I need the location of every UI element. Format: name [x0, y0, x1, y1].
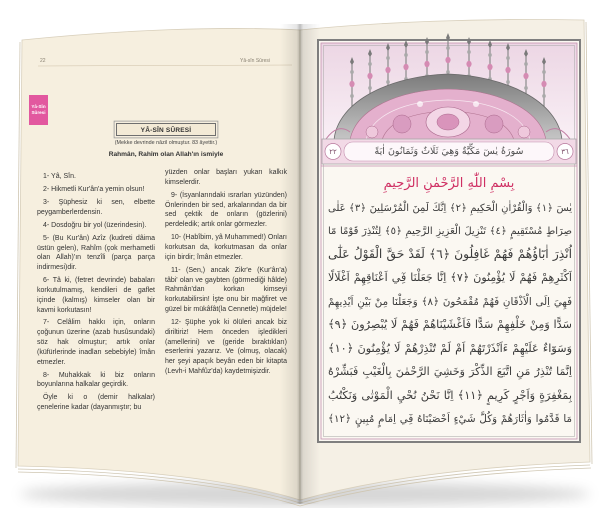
arabic-line-text: سَدًّا وَمِنْ خَلْفِهِمْ سَدًّا فَاَغْشَيْنَاهُمْ فَهُمْ لَا يُبْصِرُونَ ﴿٩﴾	[328, 318, 572, 331]
verse-paragraph: 3- Şüphesiz ki sen, elbette peygamberlerdensin.	[37, 198, 155, 216]
verse-paragraph: 7- Celâlim hakkı için, onların çoğunun üzerine (azab husûsundaki) söz hak olmuştur; artık onlar (küfürlerinde inadları sebebiyle) îmân etmezler.	[37, 319, 155, 366]
running-head-title: Yâ-sîn Sûresi	[240, 58, 271, 64]
verse-paragraph: 10- (Habîbim, yâ Muhammed!) Onları korkutsan da, korkutmasan da onlar için birdir; îmân etmezler.	[165, 234, 287, 261]
verse-paragraph: yüzden onlar başları yukarı kalkık kimselerdir.	[165, 169, 287, 186]
header-left-number: ٢٢	[329, 147, 337, 156]
arabic-line-text: وَسَوَٓاءٌ عَلَيْهِمْ ءَاَنْذَرْتَهُمْ اَمْ لَمْ تُنْذِرْهُمْ لَا يُؤْمِنُونَ ﴿١٠﴾	[328, 341, 572, 355]
verse-paragraph: 1- Yâ, Sîn.	[43, 173, 76, 180]
arabic-line	[326, 335, 572, 359]
arabic-basmala-text: بِسْمِ اللّٰهِ الرَّحْمٰنِ الرَّحِيمِ	[383, 176, 515, 191]
arabic-line-text: يٰسٓ ﴿١﴾ وَالْقُرْاٰنِ الْحَكِيمِ ﴿٢﴾ اِنَّكَ لَمِنَ الْمُرْسَلِينَ ﴿٣﴾ عَلٰى	[328, 202, 572, 214]
verse-paragraph: 12- Şüphe yok ki ölüleri ancak biz diriltiriz! Hem önceden işledikleri (amellerini) ve (geride bıraktıkları) eserlerini yazarız. Ve (olmuş, olacak) her şeyi apaçık beyân eden bir kitapta (Levh-i Mahfûz'da) kaydetmişizdir.	[165, 318, 287, 375]
verse-paragraph: 6- Tâ ki, (fetret devrinde) babaları korkutulmamış, kendileri de gaflet içinde (kalmış) kimseler olan bir kavmi korkutasın!	[37, 277, 155, 314]
arabic-text-block	[326, 170, 572, 432]
arabic-line-text: بِمَغْفِرَةٍ وَاَجْرٍ كَرِيمٍ ﴿١١﴾ اِنَّا نَحْنُ نُحْيِ الْمَوْتٰى وَنَكْتُبُ	[327, 388, 572, 402]
surah-header-title: سُورَةُ يٰسٓ مَكِّيَّةٌ وَهِيَ ثَلَاثٌ وَثَمَانُونَ اٰيَةً	[374, 146, 524, 157]
arabic-line	[326, 241, 572, 265]
arabic-line	[326, 264, 572, 288]
arabic-line	[326, 358, 572, 382]
header-right-number: ٣٦	[561, 147, 569, 156]
arabic-basmala	[326, 170, 572, 194]
translation-column-2	[165, 168, 287, 458]
arabic-line-text: اَكْثَرِهِمْ فَهُمْ لَا يُؤْمِنُونَ ﴿٧﴾ اِنَّا جَعَلْنَا فِٓي اَعْنَاقِهِمْ اَغْلَالًا	[328, 271, 572, 284]
arabic-line-text: صِرَاطٍ مُسْتَقِيمٍ ﴿٤﴾ تَنْزِيلَ الْعَزِيزِ الرَّحِيمِ ﴿٥﴾ لِتُنْذِرَ قَوْمًا مَٓا	[328, 226, 572, 237]
surah-note: (Mekke devrinde nâzil olmuştur. 83 âyettir.)	[114, 140, 218, 146]
arabic-line-text: فَهِيَ اِلَى الْاَذْقَانِ فَهُمْ مُقْمَحُونَ ﴿٨﴾ وَجَعَلْنَا مِنْ بَيْنِ اَيْدِيهِمْ	[327, 295, 572, 308]
surah-title: YÂ-SÎN SÛRESİ	[116, 123, 216, 136]
arabic-line	[326, 405, 572, 429]
verse-paragraph: 9- (İsyanlarındaki ısrarları yüzünden) Önlerinden bir sed, arkalarından da bir sed çektik de onların (gözlerini) perdeledik; artık onlar görmezler.	[165, 191, 287, 229]
verse-paragraph: 11- (Sen,) ancak Zikr'e (Kur'ân'a) tâbi' olan ve gaybten (görmediği hâlde) Rahmân'dan korkan kimseyi korkutabilirsin! İşte onu bir mağfiret ve güzel bir mükâfât(la Cennetle) müjdele!	[165, 266, 287, 313]
verse-paragraph: Öyle ki o (demir halkalar) çenelerine kadar (dayanmıştır; bu	[37, 394, 155, 412]
side-tab-line2: Sûresi	[31, 109, 46, 115]
basmala-translation: Rahmân, Rahîm olan Allah'ın ismiyle	[108, 151, 224, 158]
verse-paragraph: 4- Dosdoğru bir yol (üzerindesin).	[43, 221, 147, 229]
arabic-line	[326, 311, 572, 335]
arabic-line	[326, 288, 572, 312]
side-tab-line1: Yâ-Sîn	[31, 104, 46, 109]
arabic-line	[326, 382, 572, 406]
translation-column-1	[37, 172, 155, 468]
verse-paragraph: 2- Hikmetli Kur'ân'a yemin olsun!	[43, 185, 145, 193]
verse-paragraph: 8- Muhakkak ki biz onların boyunlarına halkalar geçirdik.	[37, 371, 155, 389]
verse-paragraph: 5- (Bu Kur'ân) Azîz (kudreti dâima üstün gelen), Rahîm (çok merhametli olan Allah)'ın tenzîli (parça parça indirmesi)dir.	[37, 234, 155, 272]
arabic-line	[326, 217, 572, 241]
page-number: 22	[40, 58, 46, 64]
arabic-line-text: مَا قَدَّمُوا وَاٰثَارَهُمْ وَكُلَّ شَيْءٍ اَحْصَيْنَاهُ فِٓي اِمَامٍ مُبِينٍ ﴿١٢﴾	[328, 413, 572, 425]
arabic-line	[326, 194, 572, 218]
arabic-line-text: اُنْذِرَ اٰبَٓاؤُهُمْ فَهُمْ غَافِلُونَ ﴿٦﴾ لَقَدْ حَقَّ الْقَوْلُ عَلٰٓى	[328, 246, 572, 261]
arabic-line-text: اِنَّمَا تُنْذِرُ مَنِ اتَّبَعَ الذِّكْرَ وَخَشِيَ الرَّحْمٰنَ بِالْغَيْبِ فَبَشِّرْهُ	[328, 365, 572, 378]
side-tab	[29, 95, 48, 125]
